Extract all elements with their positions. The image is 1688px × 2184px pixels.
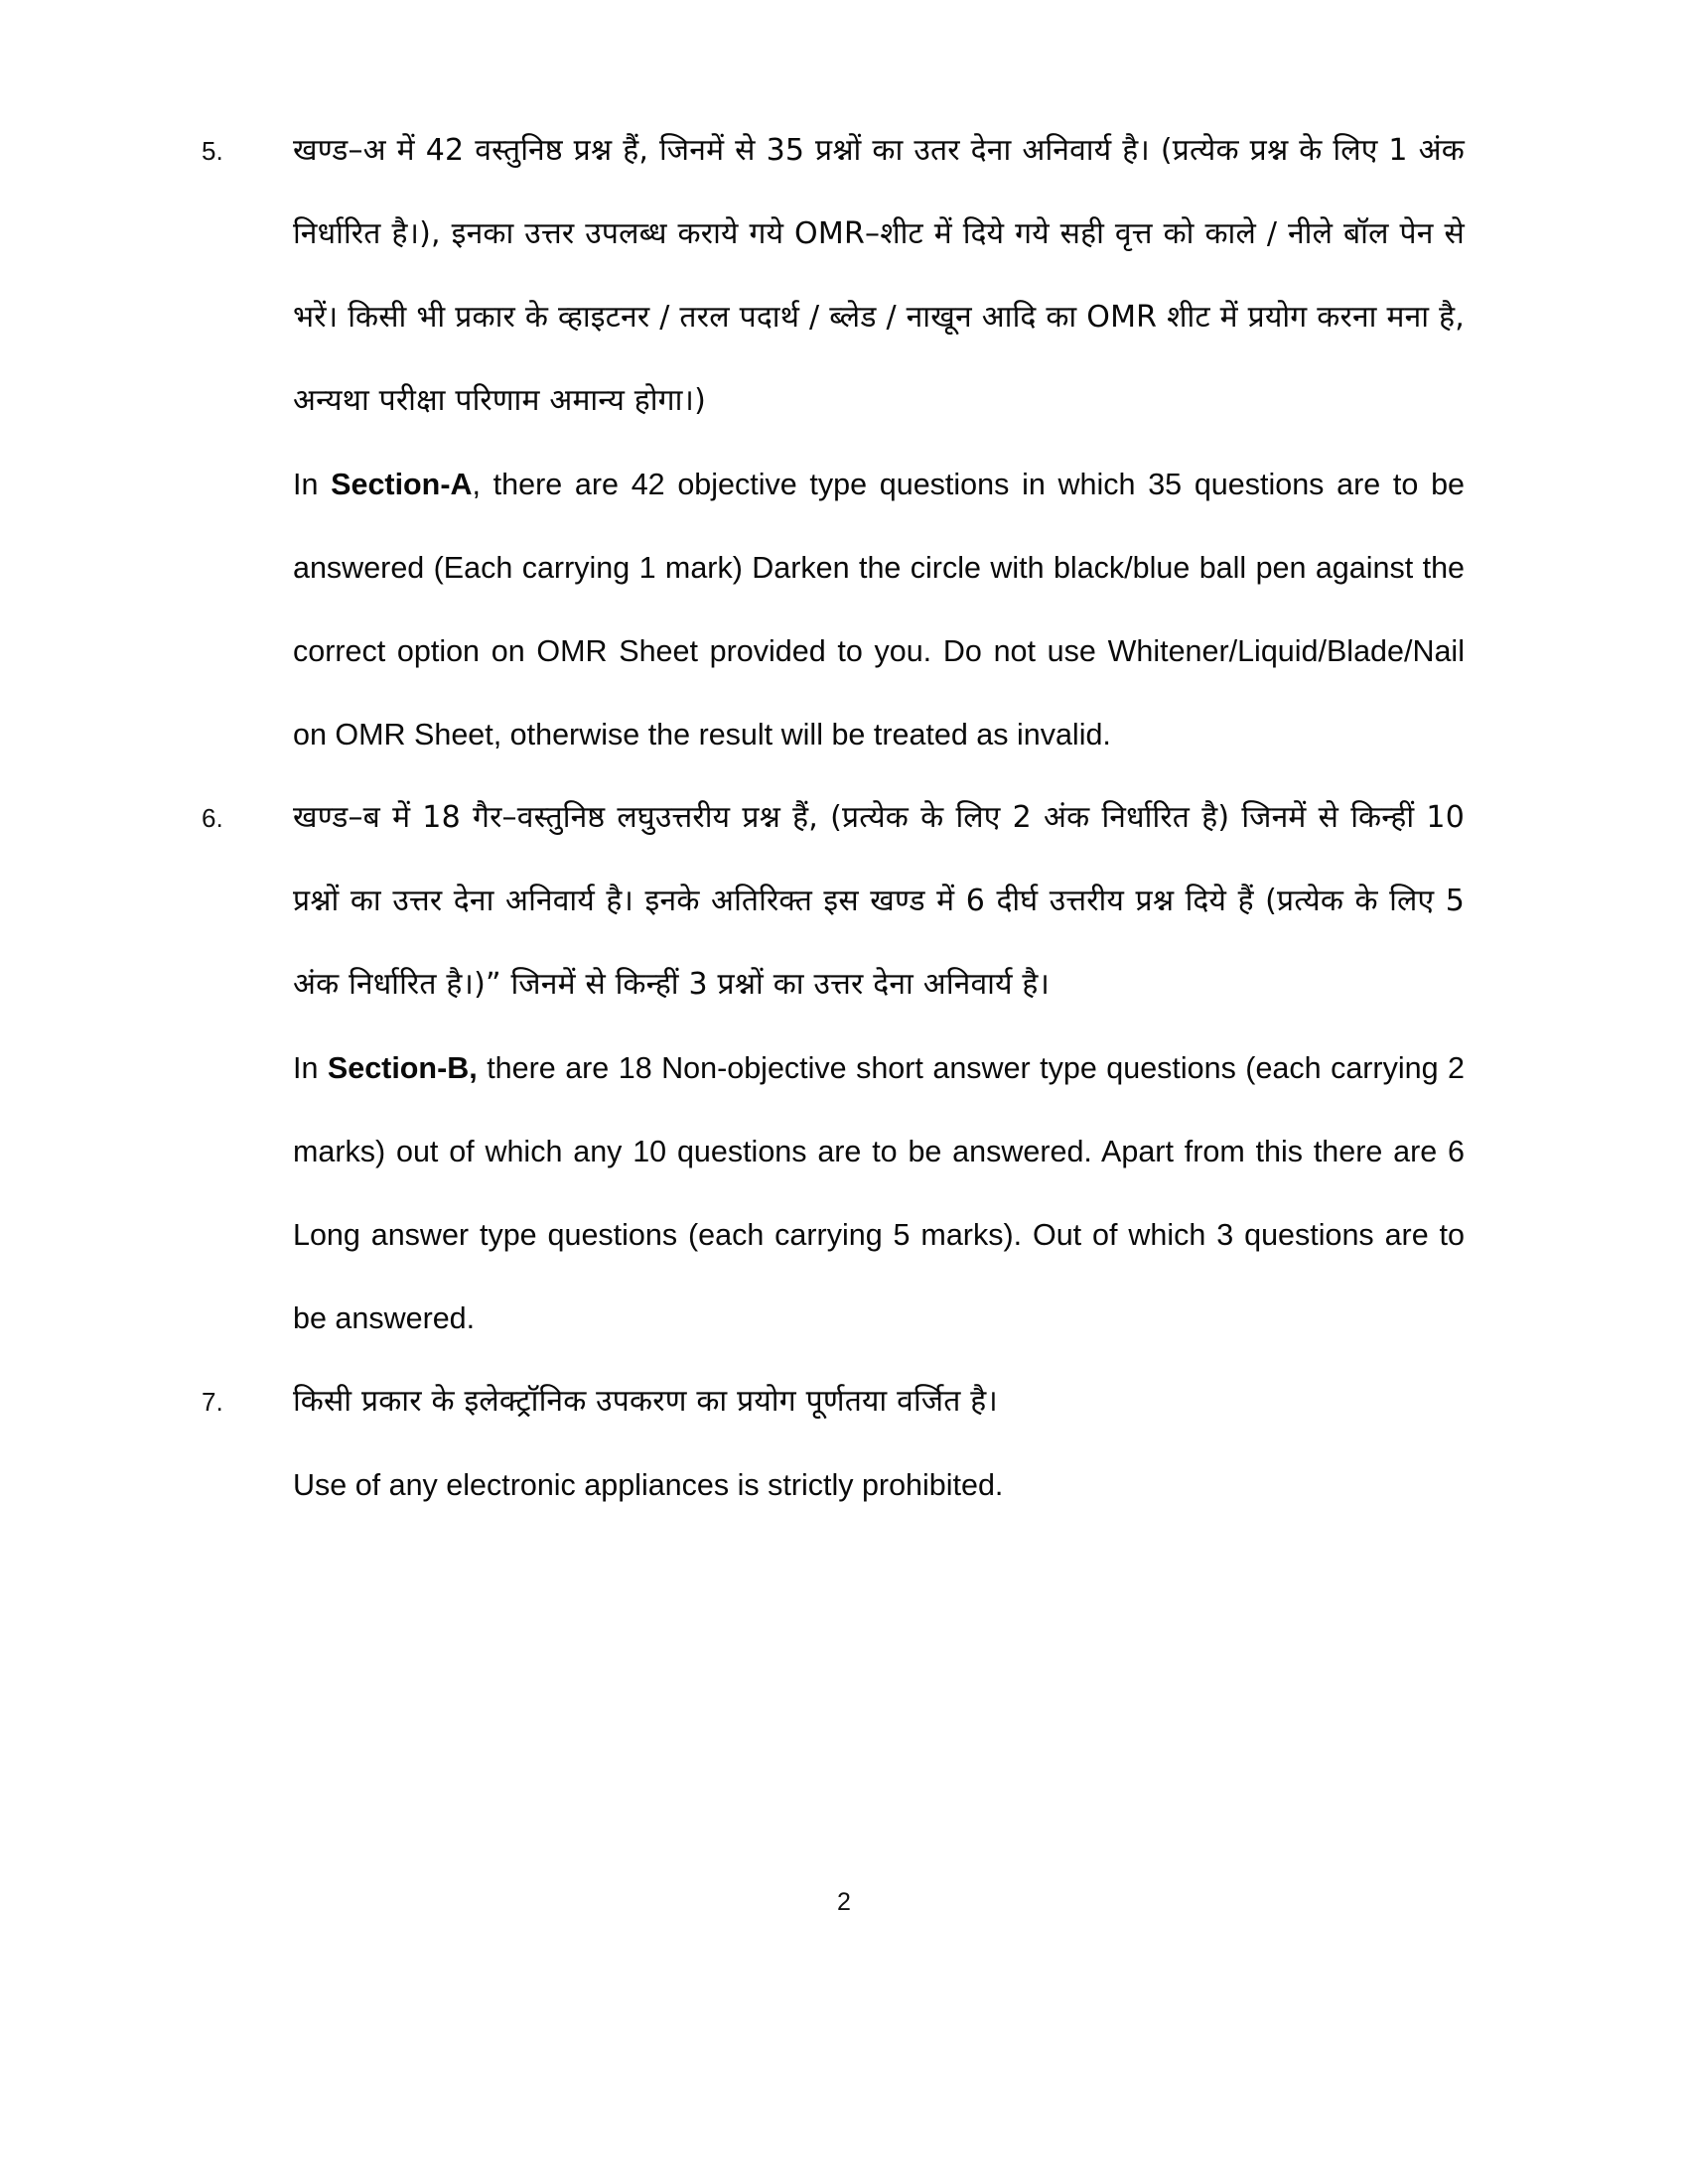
instructions-body: [202, 109, 1465, 1527]
item-5-english-text: [293, 443, 1465, 776]
item-number-7: 7.: [202, 1387, 223, 1417]
item-number-5: 5.: [202, 136, 223, 166]
instruction-item-5: [202, 109, 1465, 776]
item-7-english-text: Use of any electronic appliances is strictly prohibited.: [293, 1468, 1004, 1502]
instruction-item-7: [202, 1360, 1465, 1527]
item-6-hindi-text: खण्ड–ब में 18 गैर–वस्तुनिष्ठ लघुउत्तरीय प्रश्न हैं, (प्रत्येक के लिए 2 अंक निर्धारित है) जिनमें से किन्हीं 10 प्रश्नों का उत्तर देना अनिवार्य है। इनके अतिरिक्त इस खण्ड में 6 दीर्घ उत्तरीय प्रश्न दिये हैं (प्रत्येक के लिए 5 अंक निर्धारित है।)” जिनमें से किन्हीं 3 प्रश्नों का उत्तर देना अनिवार्य है।: [293, 800, 1465, 1002]
item-5-section-label: Section-A: [331, 468, 473, 501]
item-5-hindi-text: खण्ड–अ में 42 वस्तुनिष्ठ प्रश्न हैं, जिनमें से 35 प्रश्नों का उतर देना अनिवार्य है। (प्रत्येक प्रश्न के लिए 1 अंक निर्धारित है।), इनका उत्तर उपलब्ध कराये गये OMR–शीट में दिये गये सही वृत्त को काले / नीले बॉल पेन से भरें। किसी भी प्रकार के व्हाइटनर / तरल पदार्थ / ब्लेड / नाखून आदि का OMR शीट में प्रयोग करना मना है, अन्यथा परीक्षा परिणाम अमान्य होगा।): [293, 133, 1465, 418]
item-number-6: 6.: [202, 803, 223, 833]
item-6-english-text: [293, 1026, 1465, 1360]
item-6-section-label: Section-B,: [327, 1051, 478, 1085]
item-5-english-rest: , there are 42 objective type questions in which 35 questions are to be answered (Each carrying 1 mark) Darken the circle with black/blue ball pen against the correct option on OMR Sheet provided to you. Do not use Whitener/Liquid/Blade/Nail on OMR Sheet, otherwise the result will be treated as invalid.: [293, 468, 1465, 751]
item-6-english-prefix: In: [293, 1051, 328, 1085]
instruction-item-6: [202, 776, 1465, 1360]
item-7-hindi-text: किसी प्रकार के इलेक्ट्रॉनिक उपकरण का प्रयोग पूर्णतया वर्जित है।: [293, 1384, 998, 1419]
page-number: 2: [837, 1888, 851, 1916]
item-6-english-rest: there are 18 Non-objective short answer type questions (each carrying 2 marks) out of which any 10 questions are to be answered. Apart from this there are 6 Long answer type questions (each carrying 5 marks). Out of which 3 questions are to be answered.: [293, 1051, 1465, 1335]
item-5-english-prefix: In: [293, 468, 332, 501]
